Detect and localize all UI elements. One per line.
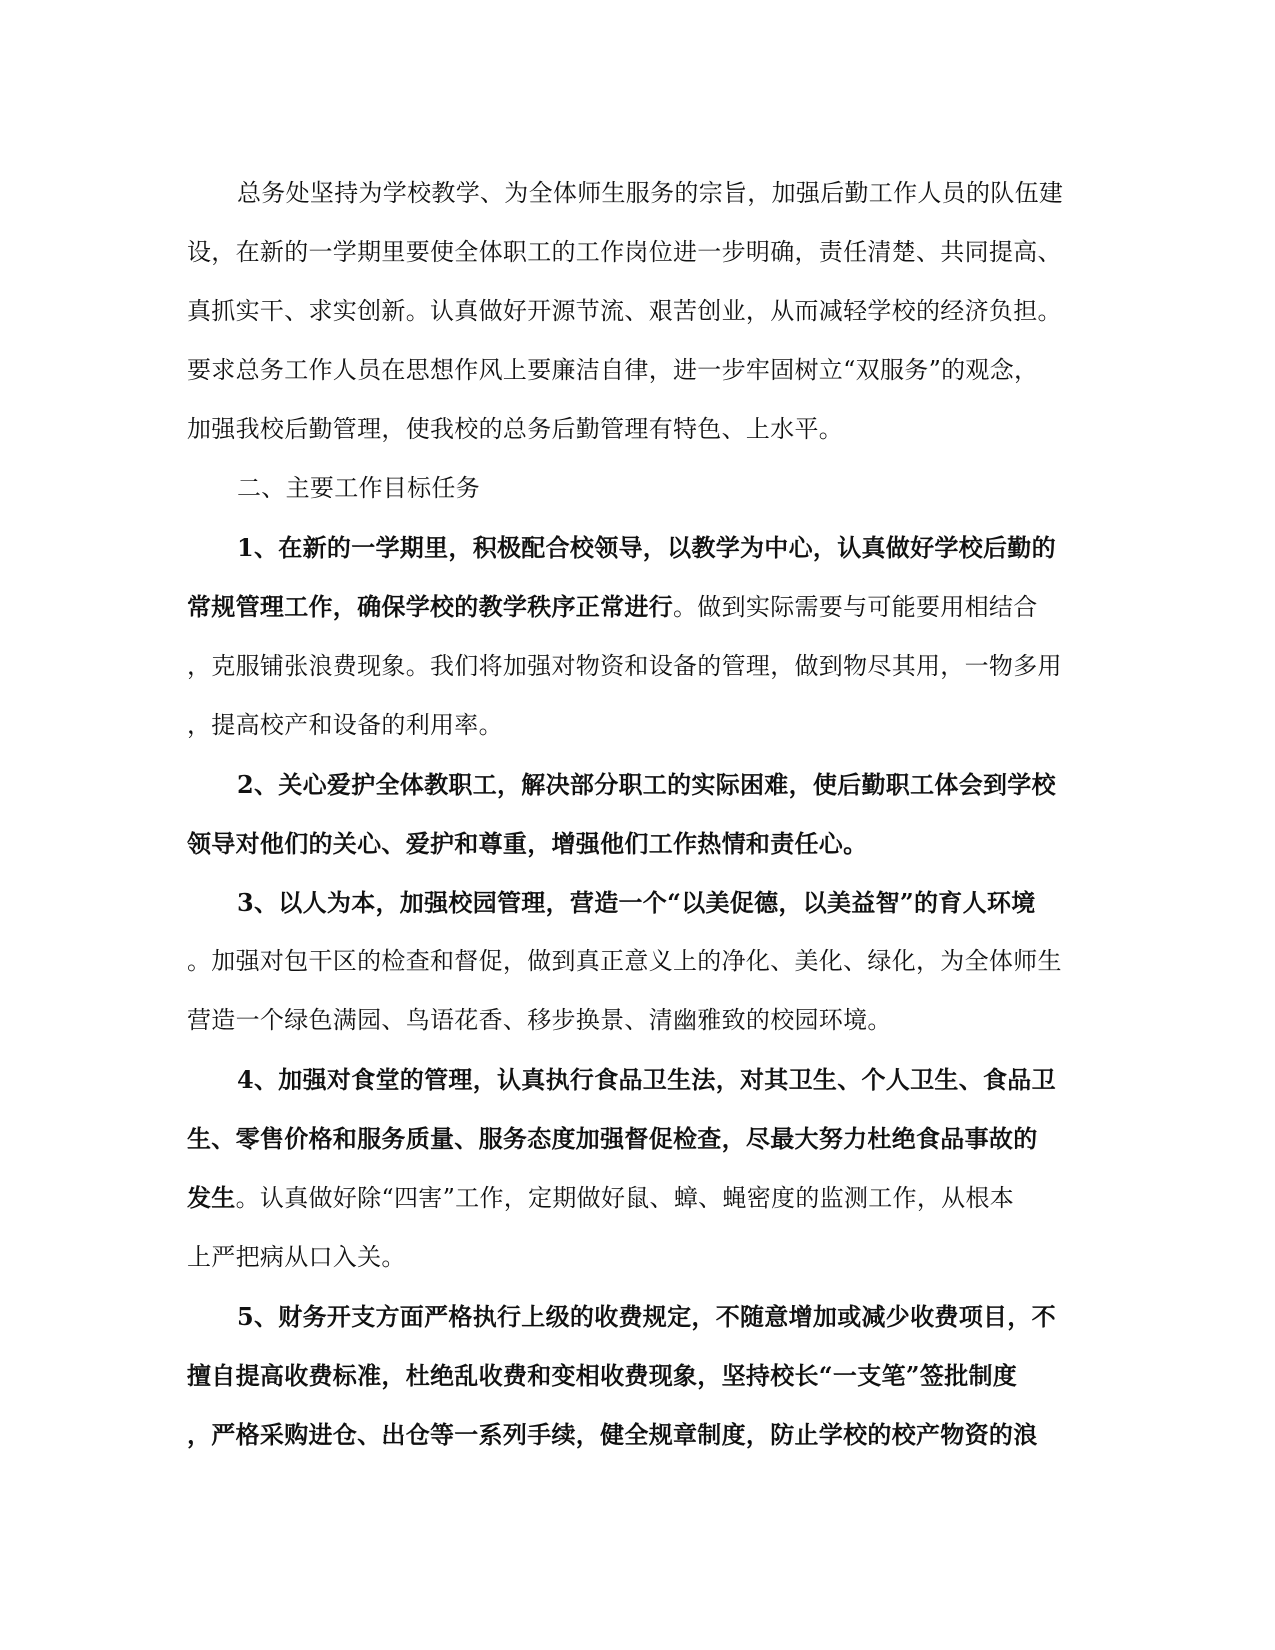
intro-line: 总务处坚持为学校教学、为全体师生服务的宗旨，加强后勤工作人员的队伍建 (237, 179, 1064, 207)
item-5-paragraph (187, 1287, 1087, 1464)
section-heading (187, 459, 1087, 518)
item-4-line (187, 1168, 1087, 1228)
item-4-bold-text: 发生 (187, 1183, 236, 1212)
intro-line: 要求总务工作人员在思想作风上要廉洁自律，进一步牢固树立“双服务”的观念， (187, 356, 1039, 384)
item-4-normal-text: 。认真做好除“四害”工作，定期做好鼠、蟑、蝇密度的监测工作，从根本 (235, 1184, 1015, 1212)
section-heading-text: 二、主要工作目标任务 (237, 474, 480, 502)
item-1-bold-line: 1、在新的一学期里，积极配合校领导，以教学为中心，认真做好学校后勤的 (237, 533, 1056, 562)
item-4-bold-line: 生、零售价格和服务质量、服务态度加强督促检查，尽最大努力杜绝食品事故的 (187, 1124, 1038, 1153)
item-5-bold-line: ，严格采购进仓、出仓等一系列手续，健全规章制度，防止学校的校产物资的浪 (187, 1420, 1038, 1449)
item-3-bold-line: 3、以人为本，加强校园管理，营造一个“以美促德，以美益智”的育人环境 (237, 888, 1036, 917)
intro-line: 加强我校后勤管理，使我校的总务后勤管理有特色、上水平。 (187, 415, 844, 443)
item-3-line: 营造一个绿色满园、鸟语花香、移步换景、清幽雅致的校园环境。 (187, 1006, 892, 1034)
item-1-line (187, 577, 1087, 637)
item-4-bold-line: 4、加强对食堂的管理，认真执行食品卫生法，对其卫生、个人卫生、食品卫 (237, 1065, 1056, 1094)
item-2-bold-line: 2、关心爱护全体教职工，解决部分职工的实际困难，使后勤职工体会到学校 (237, 770, 1056, 799)
item-3-line: 。加强对包干区的检查和督促，做到真正意义上的净化、美化、绿化，为全体师生 (187, 947, 1062, 975)
item-1-line: ，克服铺张浪费现象。我们将加强对物资和设备的管理，做到物尽其用，一物多用 (187, 652, 1062, 680)
intro-line: 真抓实干、求实创新。认真做好开源节流、艰苦创业，从而减轻学校的经济负担。 (187, 297, 1062, 325)
item-1-bold-text: 常规管理工作，确保学校的教学秩序正常进行 (187, 592, 673, 621)
item-3-paragraph (187, 873, 1087, 1050)
item-5-bold-line: 5、财务开支方面严格执行上级的收费规定，不随意增加或减少收费项目，不 (237, 1302, 1056, 1331)
intro-line: 设，在新的一学期里要使全体职工的工作岗位进一步明确，责任清楚、共同提高、 (187, 238, 1062, 266)
item-1-line: ，提高校产和设备的利用率。 (187, 711, 503, 739)
item-4-paragraph (187, 1050, 1087, 1287)
item-4-line: 上严把病从口入关。 (187, 1243, 406, 1271)
item-2-paragraph (187, 755, 1087, 873)
document-body (187, 164, 1087, 1464)
intro-paragraph (187, 164, 1087, 459)
item-5-bold-line: 擅自提高收费标准，杜绝乱收费和变相收费现象，坚持校长“一支笔”签批制度 (187, 1361, 1018, 1390)
item-1-paragraph (187, 518, 1087, 755)
item-1-normal-text: 。做到实际需要与可能要用相结合 (673, 593, 1038, 621)
item-2-bold-line: 领导对他们的关心、爱护和尊重，增强他们工作热情和责任心。 (187, 829, 868, 858)
